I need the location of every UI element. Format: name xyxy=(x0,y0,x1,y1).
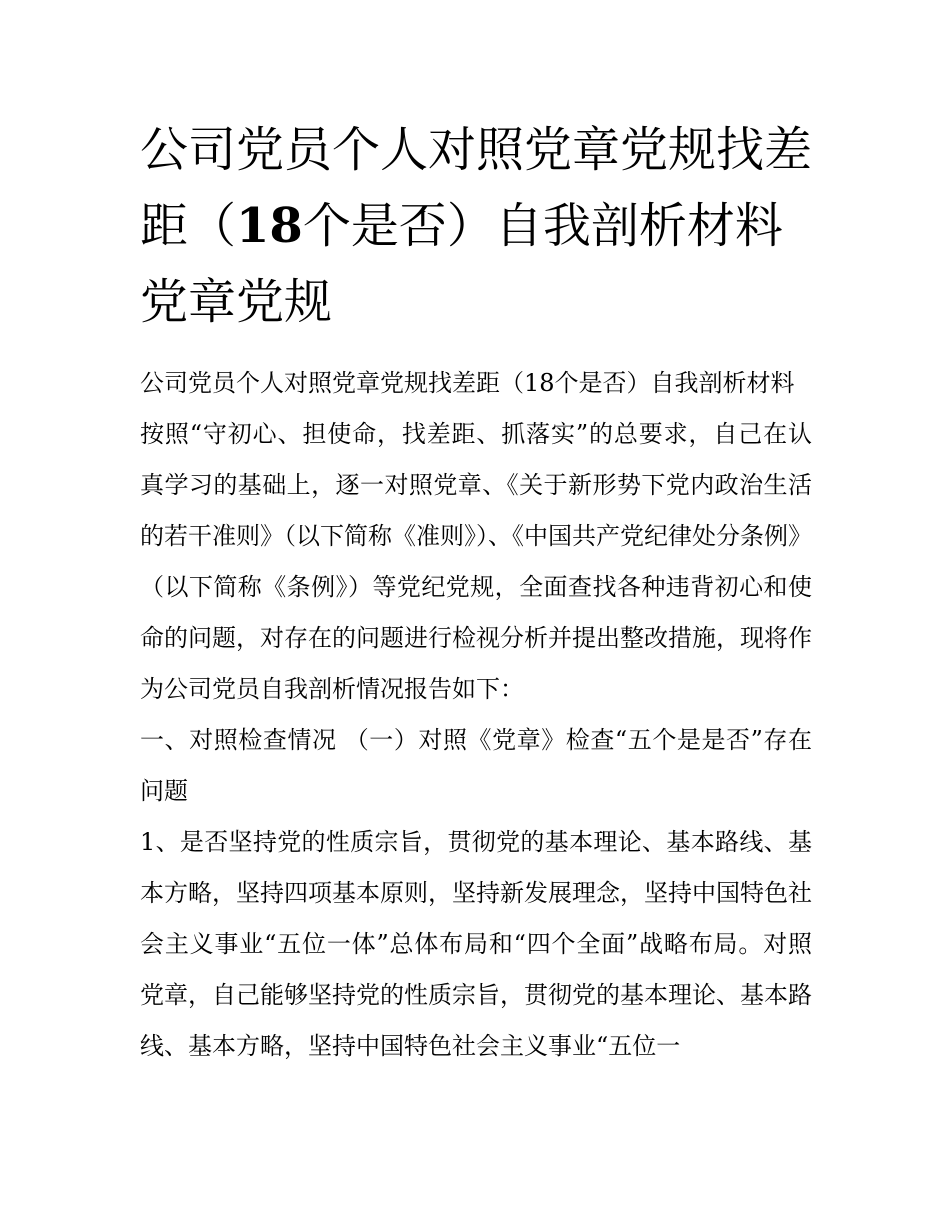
title-text-start: 公司党员个人对照党章党规找差距（ xyxy=(140,122,813,254)
intro-paragraph: 按照“守初心、担使命，找差距、抓落实”的总要求，自己在认真学习的基础上，逐一对照党章、《关于新形势下党内政治生活的若干准则》（以下简称《准则》）、《中国共产党纪律处分条例》（以下简称《条例》）等党纪党规，全面查找各种违背初心和使命的问题，对存在的问题进行检视分析并提出整改措施，现将作为公司党员自我剖析情况报告如下： xyxy=(140,420,812,703)
item-one-paragraph: 1、是否坚持党的性质宗旨，贯彻党的基本理论、基本路线、基本方略，坚持四项基本原则，坚持新发展理念，坚持中国特色社会主义事业“五位一体”总体布局和“四个全面”战略布局。对照党章，自己能够坚持党的性质宗旨，贯彻党的基本理论、基本路线、基本方略，坚持中国特色社会主义事业“五位一 xyxy=(140,828,812,1060)
paragraph-list xyxy=(140,358,812,1072)
section-heading-paragraph: 一、对照检查情况 （一）对照《党章》检查“五个是是否”存在问题 xyxy=(140,726,812,805)
document-title xyxy=(140,112,812,340)
subtitle-paragraph: 公司党员个人对照党章党规找差距（18个是否）自我剖析材料 xyxy=(140,369,795,397)
title-number: 18 xyxy=(236,198,303,254)
title-text-end: 个是否）自我剖析材料 党章党规 xyxy=(140,198,783,330)
document-body xyxy=(140,112,812,1072)
